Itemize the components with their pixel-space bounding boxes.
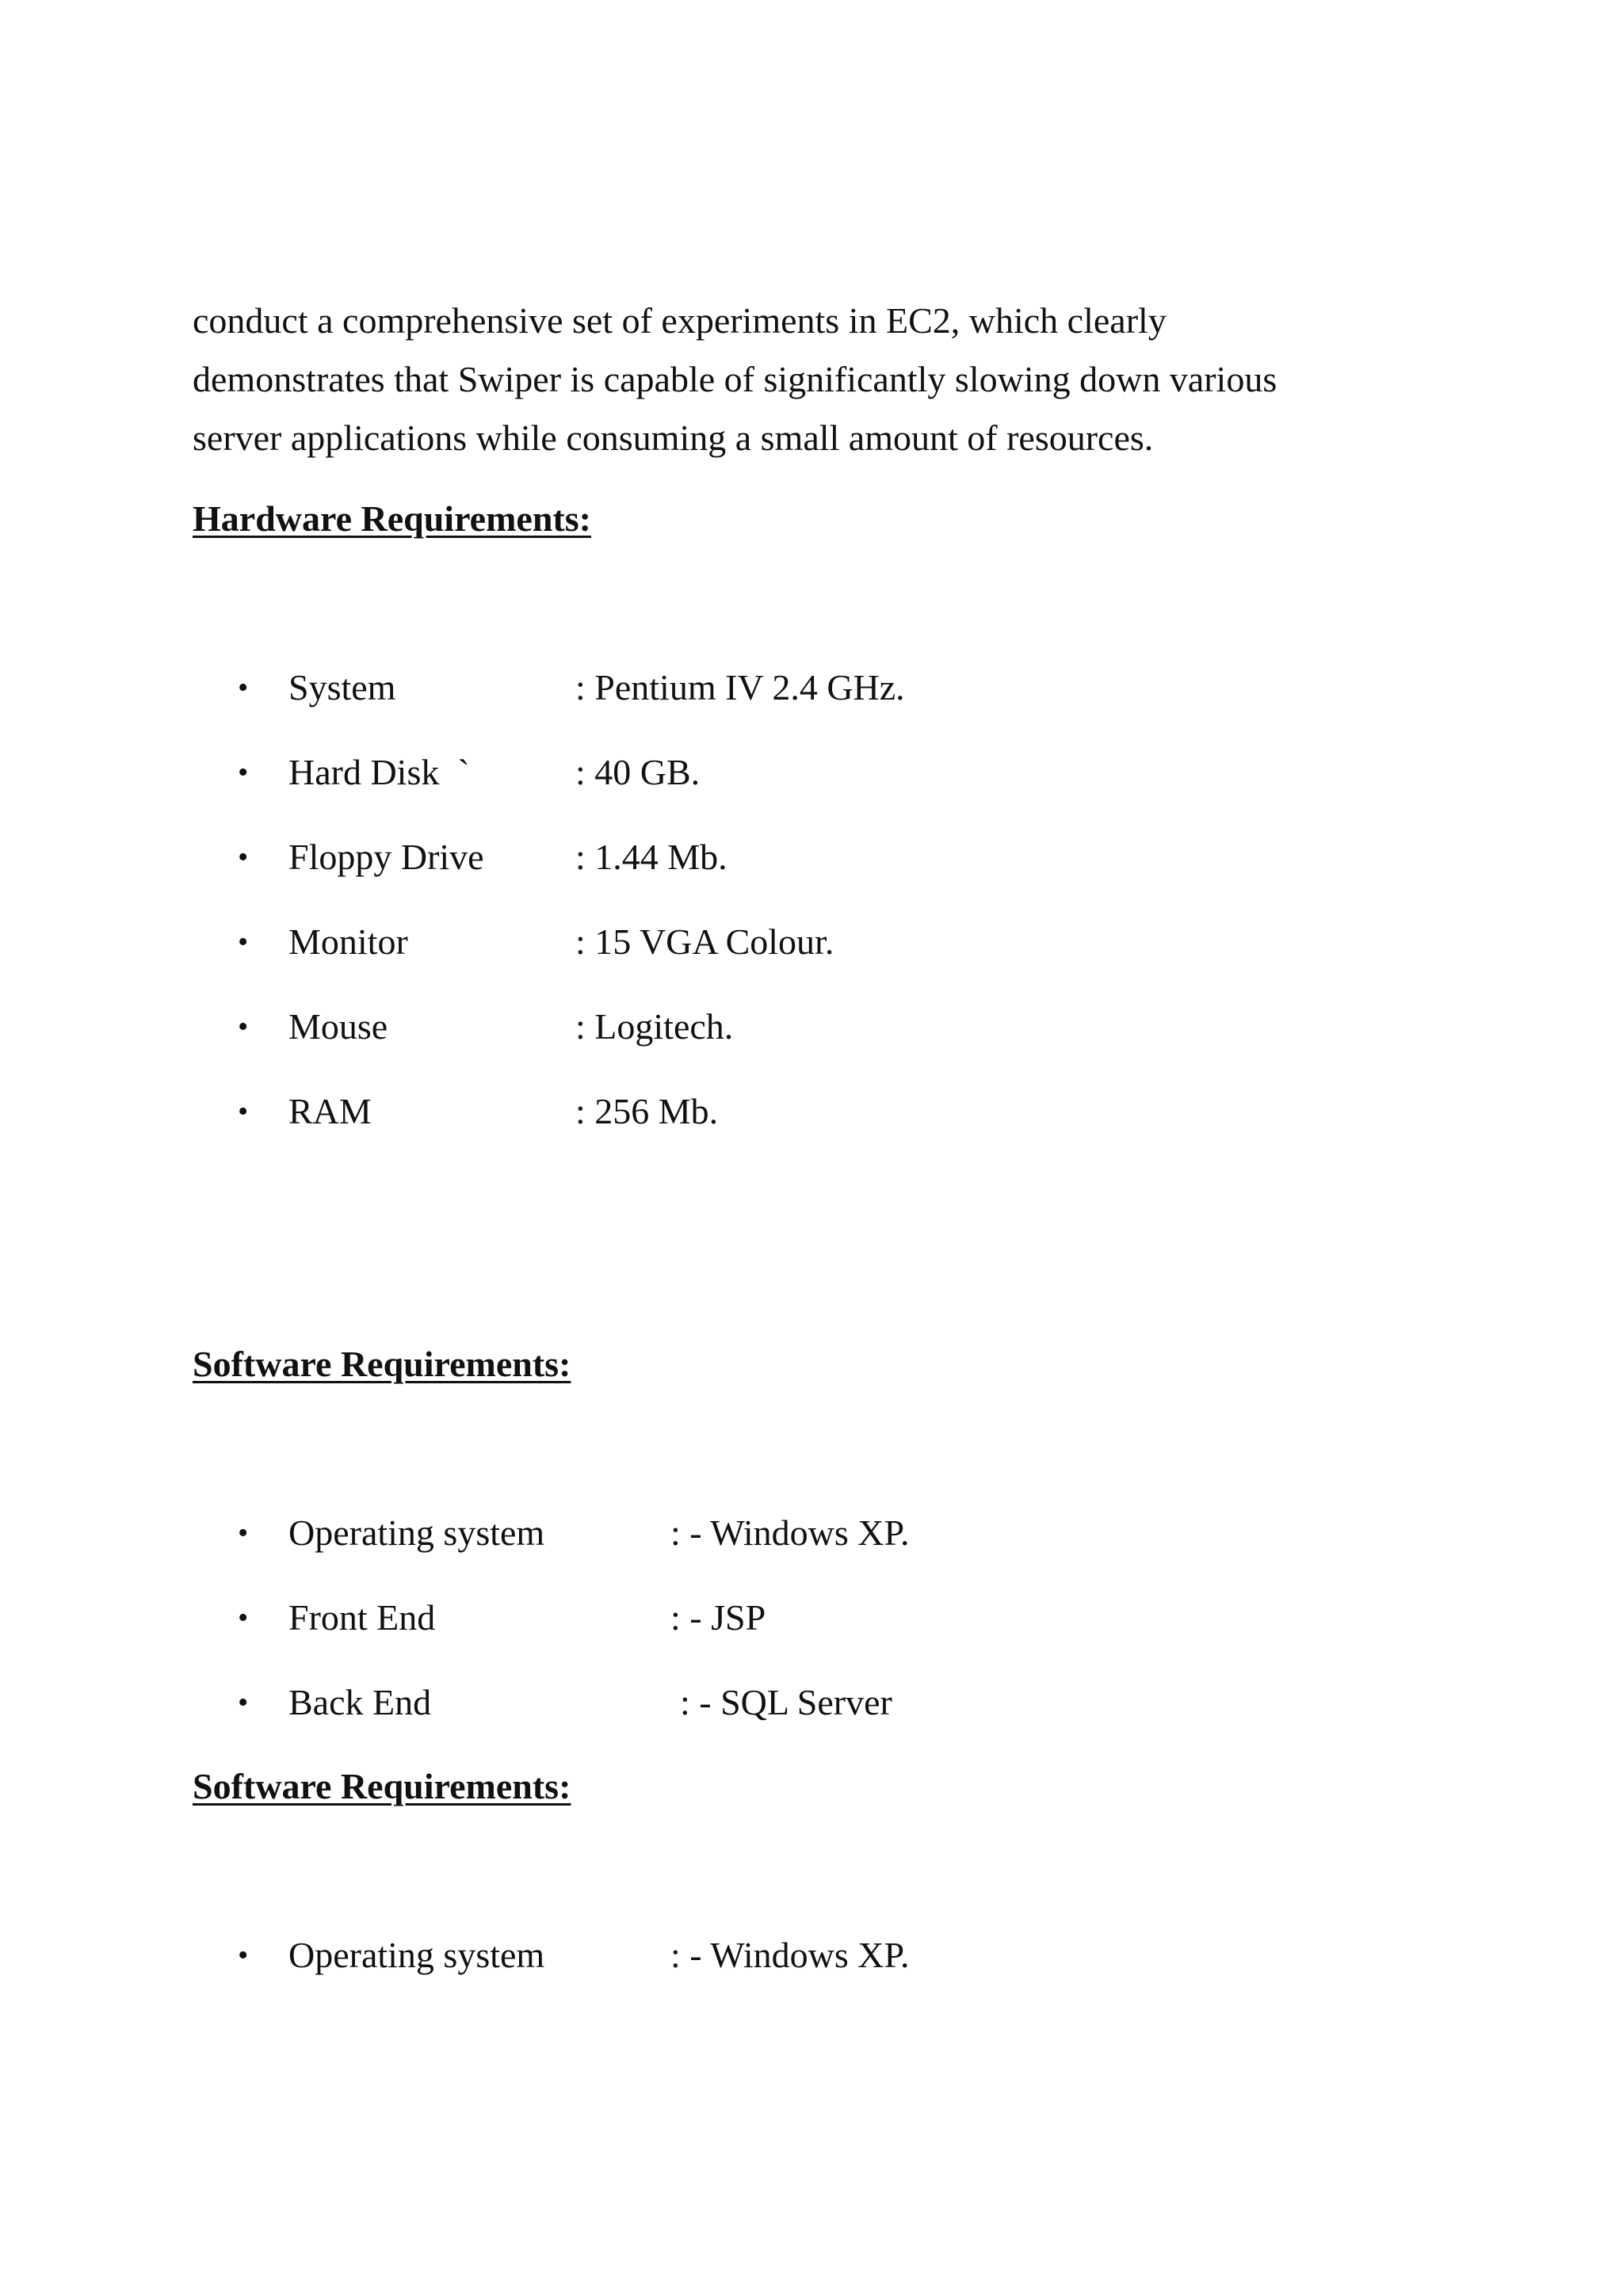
hardware-heading: Hardware Requirements: [193, 498, 591, 539]
req-name: Mouse [288, 1006, 388, 1047]
intro-line-1: conduct a comprehensive set of experiments in EC2, which clearly [193, 300, 1167, 341]
req-value: : 256 Mb. [575, 1091, 719, 1131]
bullet-icon: • [238, 1516, 249, 1550]
req-value: : - JSP [670, 1597, 766, 1638]
bullet-icon: • [238, 1939, 249, 1972]
bullet-icon: • [238, 841, 249, 874]
req-name: RAM [288, 1091, 372, 1131]
req-value: : 15 VGA Colour. [575, 921, 834, 962]
req-name: Hard Disk ` [288, 752, 470, 792]
software-heading-2: Software Requirements: [193, 1766, 571, 1806]
req-name: Front End [288, 1597, 436, 1638]
req-value: : Logitech. [575, 1006, 734, 1047]
req-name: Operating system [288, 1935, 545, 1975]
req-value: : - Windows XP. [670, 1935, 910, 1975]
intro-line-2: demonstrates that Swiper is capable of significantly slowing down various [193, 359, 1277, 399]
req-name: Back End [288, 1682, 432, 1722]
bullet-icon: • [238, 925, 249, 959]
req-value: : Pentium IV 2.4 GHz. [575, 667, 905, 707]
bullet-icon: • [238, 756, 249, 789]
bullet-icon: • [238, 1095, 249, 1128]
bullet-icon: • [238, 1686, 249, 1719]
bullet-icon: • [238, 1601, 249, 1634]
intro-line-3: server applications while consuming a small amount of resources. [193, 418, 1154, 458]
req-name: Monitor [288, 921, 408, 962]
software-heading: Software Requirements: [193, 1344, 571, 1384]
req-value: : 1.44 Mb. [575, 837, 727, 877]
req-value: : - SQL Server [680, 1682, 892, 1722]
req-value: : 40 GB. [575, 752, 701, 792]
req-name: Floppy Drive [288, 837, 484, 877]
req-value: : - Windows XP. [670, 1512, 910, 1553]
bullet-icon: • [238, 1010, 249, 1043]
intro-paragraph [193, 292, 1476, 467]
bullet-icon: • [238, 671, 249, 704]
req-name: System [288, 667, 396, 707]
req-name: Operating system [288, 1512, 545, 1553]
